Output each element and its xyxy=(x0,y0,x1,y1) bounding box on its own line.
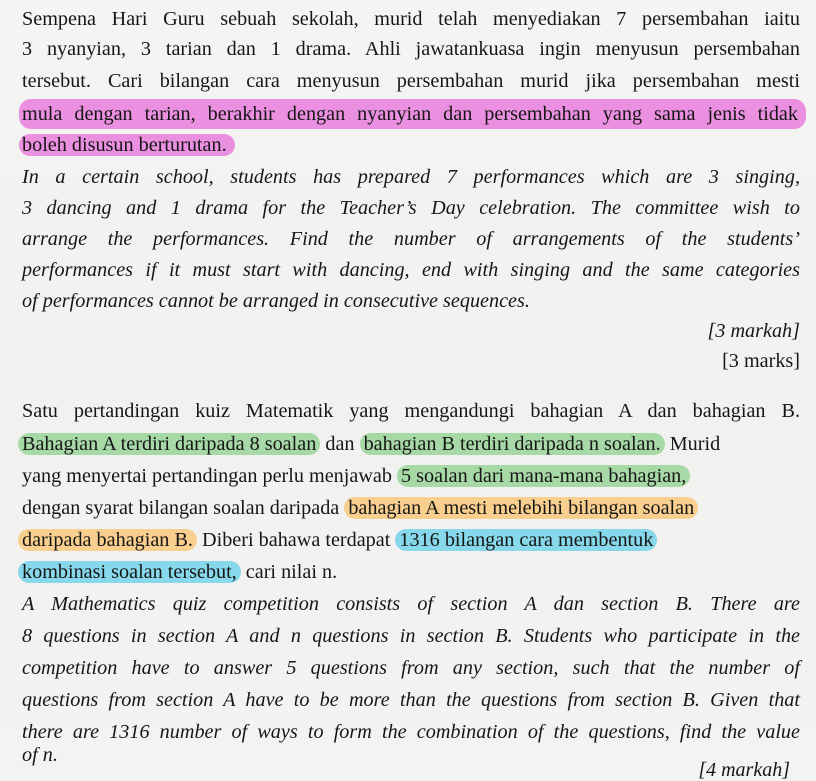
q1-en-line-1: In a certain school, students has prepared 7 performances which are 3 singing, xyxy=(22,166,800,188)
q1-en-line-4: performances if it must start with dancing, end with singing and the same categories xyxy=(22,259,800,281)
q1-ms-line-2: 3 nyanyian, 3 tarian dan 1 drama. Ahli jawatankuasa ingin menyusun persembahan xyxy=(22,38,800,60)
q2-ms-line-2-mid: dan xyxy=(320,433,360,455)
q1-ms-line-5-highlight: boleh disusun berturutan. xyxy=(19,134,235,156)
q2-ms-line-4-text: dengan syarat bilangan soalan daripada xyxy=(22,497,345,519)
q2-ms-line-2-end: Murid xyxy=(664,433,721,455)
q2-ms-line-6 xyxy=(22,557,800,587)
q2-highlight-condition-b: daripada bahagian B. xyxy=(18,529,197,551)
q2-ms-line-1: Satu pertandingan kuiz Matematik yang mengandungi bahagian A dan bahagian B. xyxy=(22,400,800,422)
q2-ms-line-3 xyxy=(22,461,800,491)
q2-en-line-2: 8 questions in section A and n questions in section B. Students who participate in the xyxy=(22,625,800,647)
q2-ms-line-4 xyxy=(22,493,800,523)
q1-ms-line-5-container xyxy=(22,130,800,160)
q2-markah-cut-off: [4 markah] xyxy=(698,759,790,781)
q1-en-line-3: arrange the performances. Find the number of arrangements of the students’ xyxy=(22,228,800,250)
q2-highlight-condition-a: bahagian A mesti melebihi bilangan soalan xyxy=(344,497,698,519)
q2-en-line-6: of n. xyxy=(22,744,58,766)
q2-ms-line-2 xyxy=(22,429,800,459)
q1-ms-line-4-highlight: mula dengan tarian, berakhir dengan nyanyian dan persembahan yang sama jenis tidak xyxy=(19,99,806,129)
q2-ms-line-6-end: cari nilai n. xyxy=(240,561,338,583)
q1-marks: [3 marks] xyxy=(722,350,800,372)
q2-highlight-five-questions: 5 soalan dari mana-mana bahagian, xyxy=(397,465,690,487)
q2-highlight-combination: kombinasi soalan tersebut, xyxy=(18,561,241,583)
q2-ms-line-5-mid: Diberi bahawa terdapat xyxy=(196,529,396,551)
q2-en-line-4: questions from section A have to be more than the questions from section B. Given that xyxy=(22,689,800,711)
q1-ms-line-3: tersebut. Cari bilangan cara menyusun persembahan murid jika persembahan mesti xyxy=(22,70,800,92)
q1-en-line-5: of performances cannot be arranged in consecutive sequences. xyxy=(22,290,530,312)
q2-ms-line-5 xyxy=(22,525,800,555)
q1-ms-line-1: Sempena Hari Guru sebuah sekolah, murid telah menyediakan 7 persembahan iaitu xyxy=(22,8,800,30)
q2-en-line-3: competition have to answer 5 questions from any section, such that the number of xyxy=(22,657,800,679)
q1-en-line-2: 3 dancing and 1 drama for the Teacher’s Day celebration. The committee wish to xyxy=(22,197,800,219)
q2-highlight-section-b: bahagian B terdiri daripada n soalan. xyxy=(360,433,665,455)
q2-en-line-1: A Mathematics quiz competition consists of section A dan section B. There are xyxy=(22,593,800,615)
q2-ms-line-3-text: yang menyertai pertandingan perlu menjawab xyxy=(22,465,398,487)
q1-markah: [3 markah] xyxy=(707,320,800,342)
q2-highlight-1316-ways: 1316 bilangan cara membentuk xyxy=(395,529,657,551)
bleed-through-mark xyxy=(40,326,55,343)
q2-en-line-5: there are 1316 number of ways to form the combination of the questions, find the value xyxy=(22,721,800,743)
q1-ms-line-4-container xyxy=(22,99,800,129)
q2-highlight-section-a: Bahagian A terdiri daripada 8 soalan xyxy=(18,433,320,455)
